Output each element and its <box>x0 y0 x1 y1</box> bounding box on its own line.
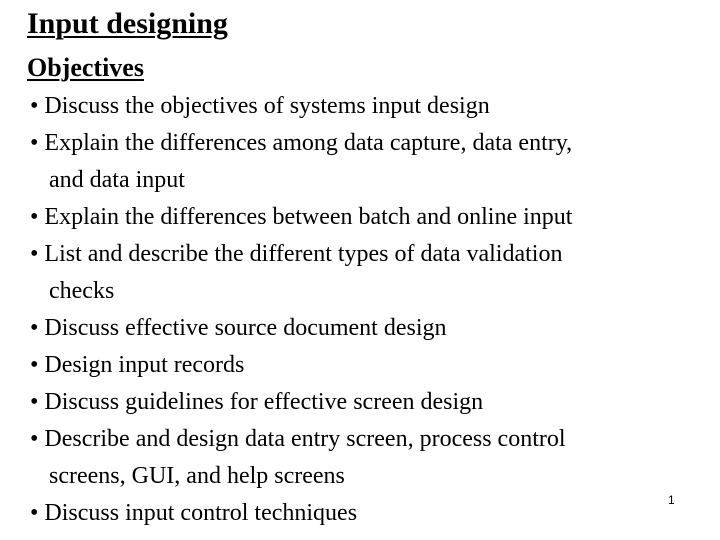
bullet-item <box>30 199 710 236</box>
bullet-marker: • <box>30 130 39 156</box>
bullet-text: Discuss input control techniques <box>44 500 358 526</box>
slide-subtitle: Objectives <box>27 53 144 82</box>
bullet-item <box>30 421 710 458</box>
bullet-marker: • <box>30 204 39 230</box>
bullet-marker: • <box>30 241 39 267</box>
objectives-list <box>30 88 710 532</box>
bullet-continuation: and data input <box>49 167 185 193</box>
bullet-marker: • <box>30 352 39 378</box>
bullet-text: Discuss guidelines for effective screen design <box>44 389 484 415</box>
bullet-text: Explain the differences between batch and online input <box>44 204 573 230</box>
bullet-marker: • <box>30 93 39 119</box>
bullet-text: Explain the differences among data capture, data entry, <box>44 130 573 156</box>
bullet-marker: • <box>30 426 39 452</box>
bullet-text: Discuss the objectives of systems input design <box>44 93 490 119</box>
bullet-text: Discuss effective source document design <box>44 315 447 341</box>
bullet-text: Design input records <box>44 352 245 378</box>
bullet-text: List and describe the different types of data validation <box>44 241 563 267</box>
slide-title: Input designing <box>27 7 228 40</box>
bullet-item <box>30 125 710 162</box>
bullet-item <box>30 310 710 347</box>
bullet-marker: • <box>30 500 39 526</box>
bullet-item <box>30 495 710 532</box>
bullet-item <box>30 347 710 384</box>
bullet-marker: • <box>30 315 39 341</box>
bullet-item <box>30 88 710 125</box>
bullet-text: Describe and design data entry screen, process control <box>44 426 566 452</box>
bullet-continuation: screens, GUI, and help screens <box>49 463 345 489</box>
bullet-item <box>30 384 710 421</box>
page-number: 1 <box>668 493 675 507</box>
bullet-item <box>30 236 710 273</box>
bullet-continuation: checks <box>49 278 115 304</box>
bullet-marker: • <box>30 389 39 415</box>
